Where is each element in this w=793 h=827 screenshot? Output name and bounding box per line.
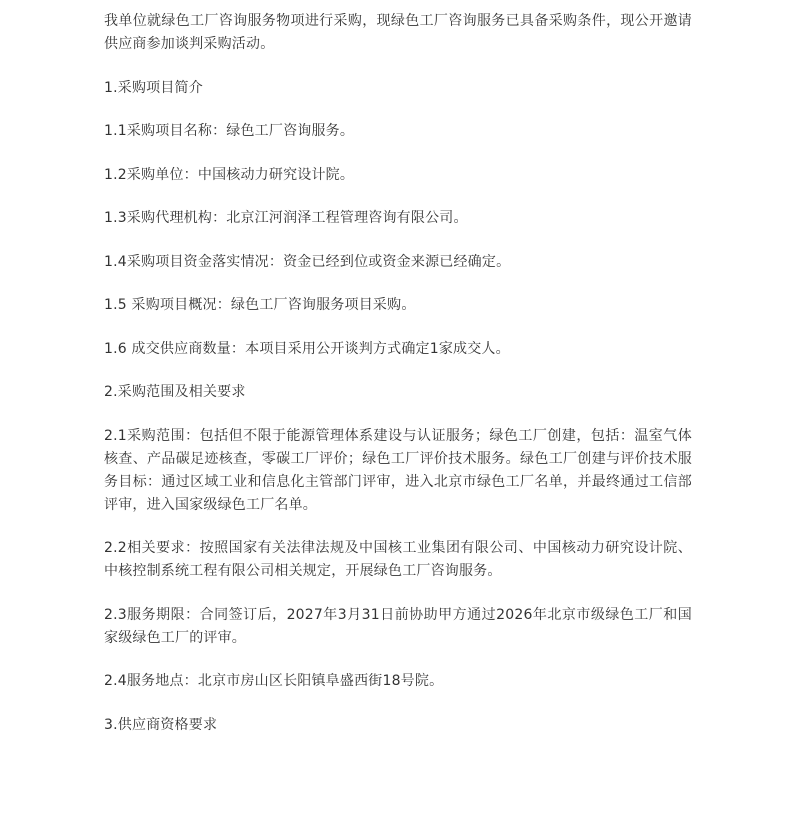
item-2-2-requirements: 2.2相关要求：按照国家有关法律法规及中国核工业集团有限公司、中国核动力研究设计院、中核控制系统工程有限公司相关规定，开展绿色工厂咨询服务。 [104, 540, 692, 579]
item-1-4-funding: 1.4采购项目资金落实情况：资金已经到位或资金来源已经确定。 [104, 253, 511, 270]
intro-paragraph: 我单位就绿色工厂咨询服务物项进行采购，现绿色工厂咨询服务已具备采购条件，现公开邀请供应商参加谈判采购活动。 [104, 13, 692, 52]
document-body [104, 10, 692, 757]
section-heading-1: 1.采购项目简介 [104, 79, 203, 96]
item-1-2-purchaser: 1.2采购单位：中国核动力研究设计院。 [104, 166, 355, 183]
item-1-6-supplier-count: 1.6 成交供应商数量：本项目采用公开谈判方式确定1家成交人。 [104, 340, 510, 357]
item-2-3-service-period: 2.3服务期限：合同签订后，2027年3月31日前协助甲方通过2026年北京市级绿色工厂和国家级绿色工厂的评审。 [104, 606, 692, 646]
item-1-3-agency: 1.3采购代理机构：北京江河润泽工程管理咨询有限公司。 [104, 210, 468, 226]
section-heading-2: 2.采购范围及相关要求 [104, 384, 246, 400]
section-heading-3: 3.供应商资格要求 [104, 716, 218, 733]
item-2-1-scope: 2.1采购范围：包括但不限于能源管理体系建设与认证服务；绿色工厂创建，包括：温室气体核查、产品碳足迹核查，零碳工厂评价；绿色工厂评价技术服务。绿色工厂创建与评价技术服务目标：通过区域工业和信息化主管部门评审，进入北京市绿色工厂名单，并最终通过工信部评审，进入国家级绿色工厂名单。 [104, 427, 692, 513]
item-1-5-overview: 1.5 采购项目概况：绿色工厂咨询服务项目采购。 [104, 297, 416, 313]
item-1-1-project-name: 1.1采购项目名称：绿色工厂咨询服务。 [104, 123, 355, 139]
item-2-4-service-location: 2.4服务地点：北京市房山区长阳镇阜盛西街18号院。 [104, 673, 444, 689]
